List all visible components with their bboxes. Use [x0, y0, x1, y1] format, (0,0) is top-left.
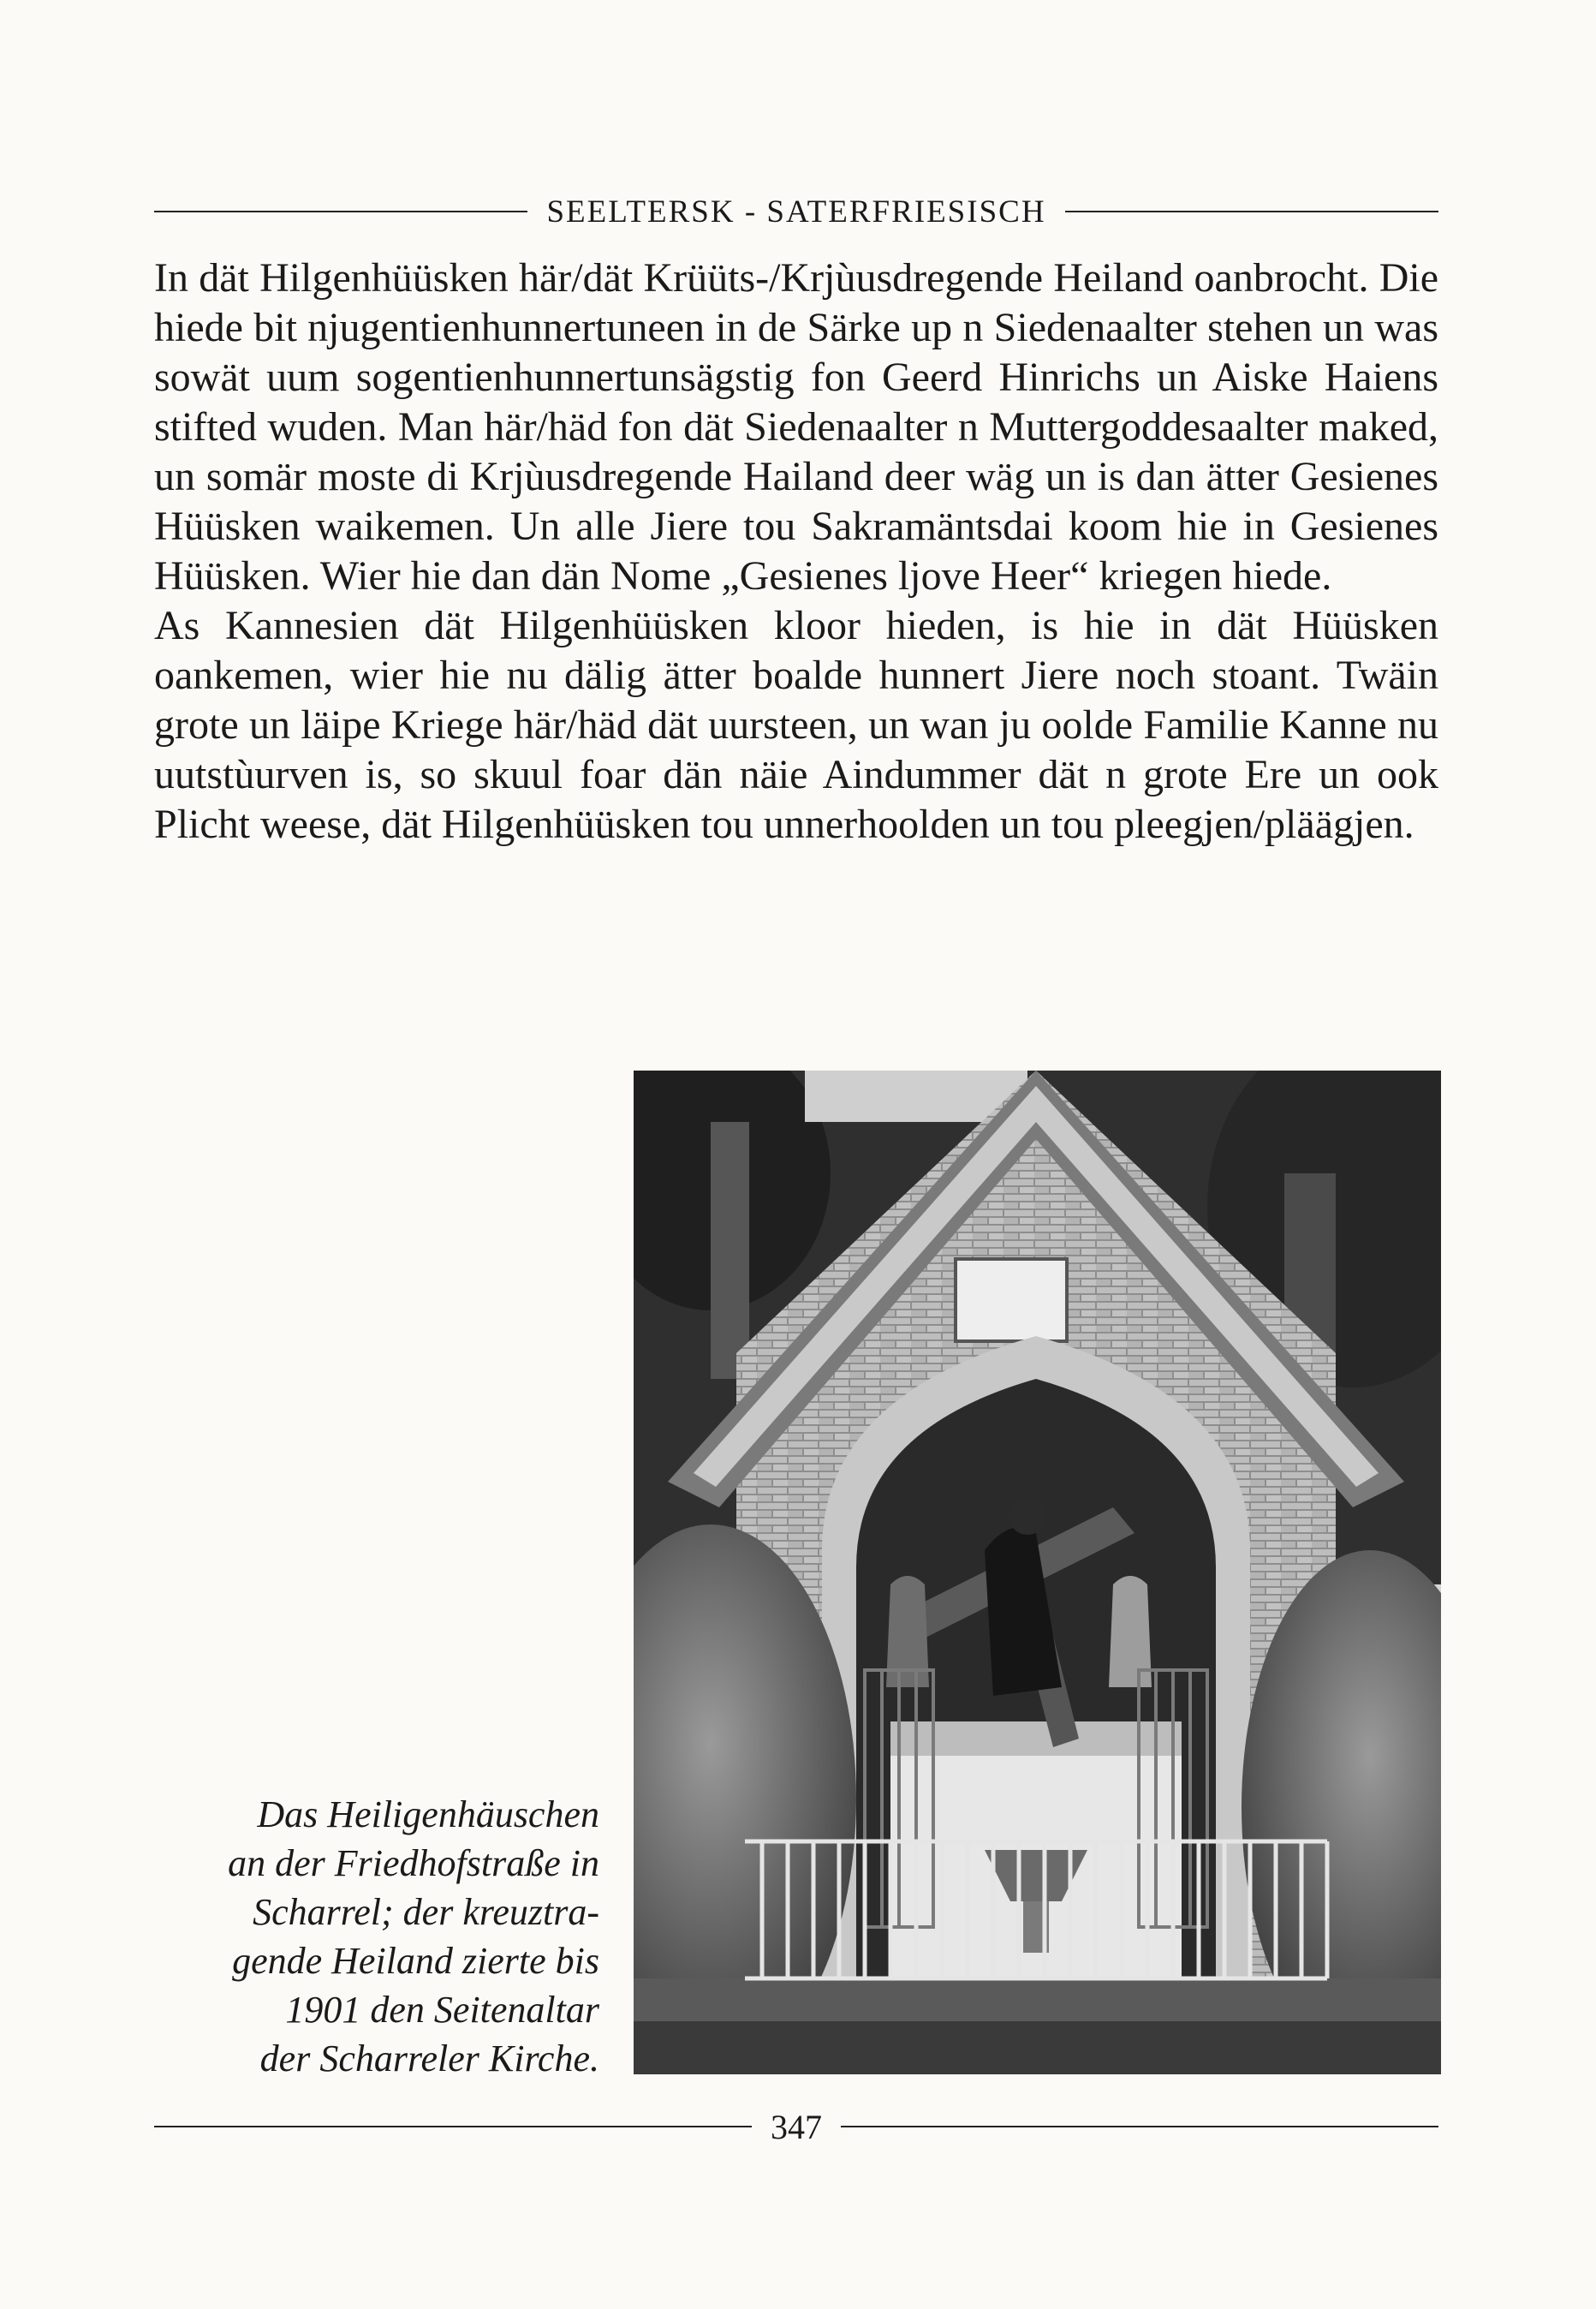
- caption-line: 1901 den Seitenaltar: [285, 1989, 599, 2031]
- header-rule-left: [154, 211, 527, 212]
- photo-caption: [154, 1790, 599, 2083]
- running-header: [154, 190, 1438, 233]
- header-rule-right: [1065, 211, 1438, 212]
- page-number: 347: [771, 2107, 822, 2146]
- page-footer: [154, 2105, 1438, 2148]
- caption-line: der Scharreler Kirche.: [259, 2038, 599, 2079]
- footer-rule-right: [841, 2126, 1438, 2127]
- running-title: SEELTERSK - SATERFRIESISCH: [546, 194, 1046, 230]
- caption-line: Das Heiligenhäuschen: [257, 1793, 599, 1835]
- body-text: [154, 254, 1438, 850]
- caption-line: gende Heiland zierte bis: [232, 1940, 599, 1982]
- paragraph-1: In dät Hilgenhüüsken här/dät Krüüts-/Krjùusdregende Heiland oanbrocht. Die hiede bit njugentienhunnertuneen in de Särke up n Siedenaalter stehen un was sowät uum sogentienhunnertunsägstig fon Geerd Hinrichs un Aiske Haiens stifted wuden. Man här/häd fon dät Siedenaalter n Muttergoddesaalter maked, un somär moste di Krjùusdregende Hailand deer wäg un is dan ätter Gesienes Hüüsken waikemen. Un alle Jiere tou Sakramäntsdai koom hie in Gesienes Hüüsken. Wier hie dan dän Nome „Gesienes ljove Heer“ kriegen hiede.: [154, 255, 1438, 599]
- caption-line: Scharrel; der kreuztra-: [253, 1891, 599, 1933]
- caption-line: an der Friedhofstraße in: [228, 1842, 599, 1884]
- chapel-photo: [634, 1071, 1441, 2074]
- footer-rule-left: [154, 2126, 752, 2127]
- paragraph-2: As Kannesien dät Hilgenhüüsken kloor hieden, is hie in dät Hüüsken oankemen, wier hie nu dälig ätter boalde hunnert Jiere noch stoant. Twäin grote un läipe Kriege här/häd dät uursteen, un wan ju oolde Familie Kanne nu uutstùurven is, so skuul foar dän näie Aindummer dät n grote Ere un ook Plicht weese, dät Hilgenhüüsken tou unnerhoolden un tou pleegjen/pläägjen.: [154, 603, 1438, 847]
